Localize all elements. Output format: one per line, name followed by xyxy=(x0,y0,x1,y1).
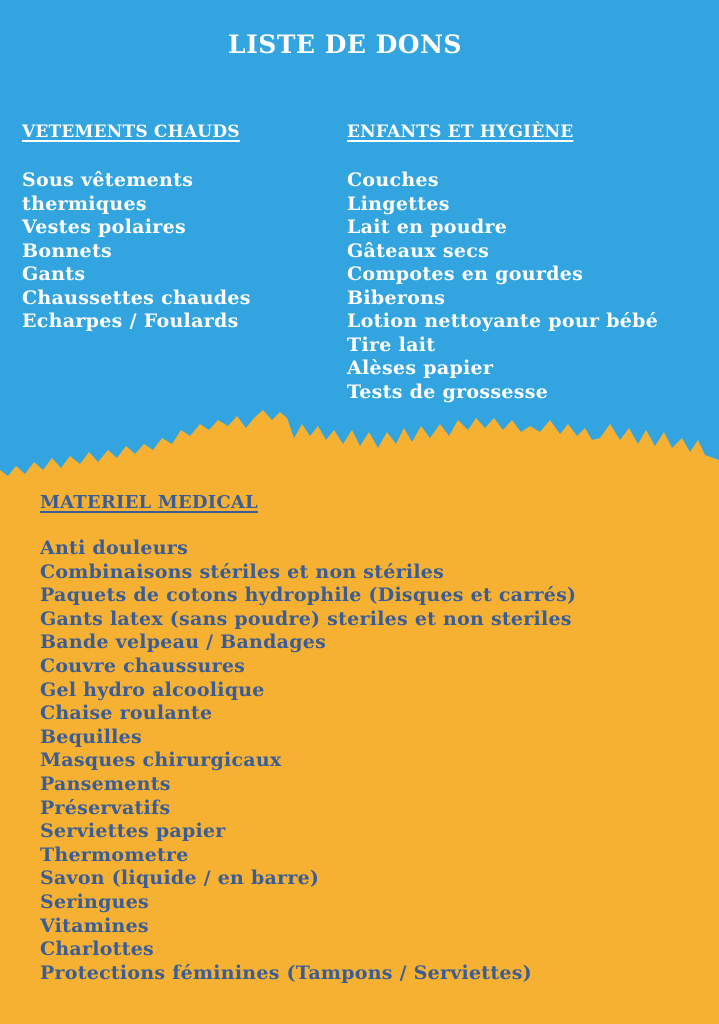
list-item: Anti douleurs xyxy=(40,537,189,559)
list-item: Couches xyxy=(347,169,439,191)
list-item: Savon (liquide / en barre) xyxy=(40,867,320,890)
list-item: Gants latex (sans poudre) steriles et non steriles xyxy=(40,607,572,630)
list-item: Masques chirurgicaux xyxy=(40,749,282,772)
list-item: Lait en poudre xyxy=(347,216,508,238)
section-materiel-medical xyxy=(40,492,700,985)
list-item: Echarpes / Foulards xyxy=(22,310,239,332)
section-enfants-et-hygiene xyxy=(347,122,707,404)
list-item: Tire lait xyxy=(347,333,436,356)
list-item: Protections féminines (Tampons / Serviettes) xyxy=(40,961,532,984)
list-item: Vitamines xyxy=(40,914,149,937)
list-item: Pansements xyxy=(40,772,171,795)
list-item: Combinaisons stériles et non stériles xyxy=(40,560,445,583)
list-item: Bequilles xyxy=(40,725,142,748)
list-item: Thermometre xyxy=(40,843,189,866)
list-item: Seringues xyxy=(40,890,149,913)
item-list xyxy=(22,169,322,334)
list-item: Charlottes xyxy=(40,938,154,961)
list-item: Vestes polaires xyxy=(22,216,186,238)
list-item: Gants xyxy=(22,263,86,285)
list-item: Lingettes xyxy=(347,192,450,215)
list-item: Couvre chaussures xyxy=(40,654,246,677)
page-title: LISTE DE DONS xyxy=(228,30,462,59)
list-item: Lotion nettoyante pour bébé xyxy=(347,310,659,332)
list-item: Préservatifs xyxy=(40,796,171,819)
section-vetements-chauds xyxy=(22,122,322,334)
section-heading: MATERIEL MEDICAL xyxy=(40,492,258,513)
section-heading: ENFANTS ET HYGIÈNE xyxy=(347,122,574,142)
item-list xyxy=(40,537,700,985)
list-item: Tests de grossesse xyxy=(347,380,549,403)
list-item: Bonnets xyxy=(22,239,113,262)
list-item: Compotes en gourdes xyxy=(347,263,584,285)
list-item: Gâteaux secs xyxy=(347,239,490,262)
list-item: Alèses papier xyxy=(347,357,494,379)
list-item: Bande velpeau / Bandages xyxy=(40,631,327,654)
list-item: Biberons xyxy=(347,286,446,309)
item-list xyxy=(347,169,707,404)
list-item: Chaise roulante xyxy=(40,702,213,725)
list-item: Gel hydro alcoolique xyxy=(40,678,265,701)
section-heading: VETEMENTS CHAUDS xyxy=(22,122,240,142)
list-item: Serviettes papier xyxy=(40,820,226,843)
list-item: Paquets de cotons hydrophile (Disques et carrés) xyxy=(40,584,577,607)
list-item: Sous vêtements thermiques xyxy=(22,169,194,215)
list-item: Chaussettes chaudes xyxy=(22,286,251,309)
